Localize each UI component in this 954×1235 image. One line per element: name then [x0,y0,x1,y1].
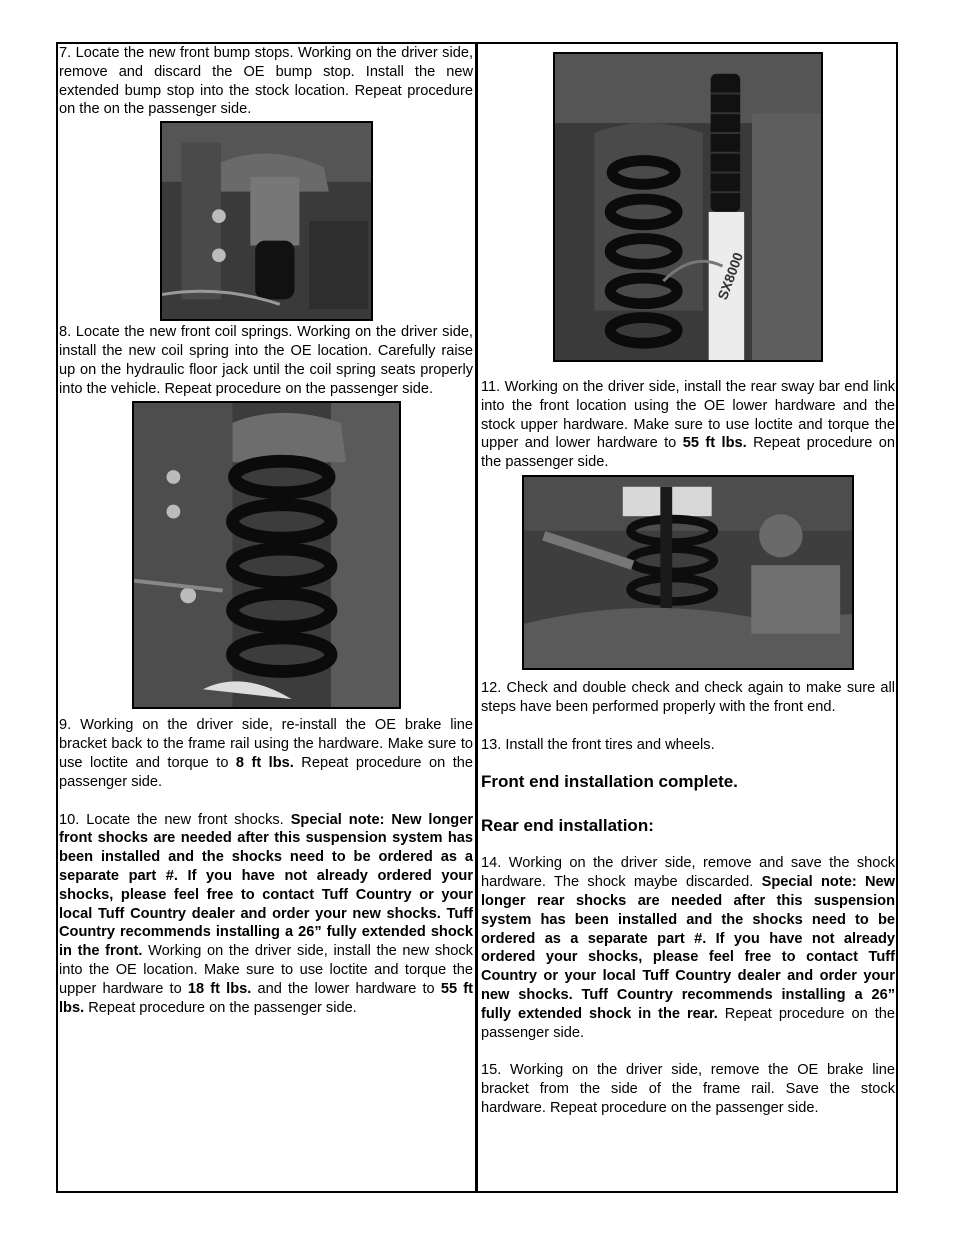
step-10-text: 10. Locate the new front shocks. Special note: New longer front shocks are needed after this suspension system has been installed and the shocks need to be ordered as a separate part #. If you have not already ordered your shocks, please feel free to contact Tuff Country or your local Tuff Country dealer and order your new shocks. Tuff Country recommends installing a 26” fully extended shock in the front. Working on the driver side, install the new shock into the OE location. Make sure to use loctite and torque the upper hardware to 18 ft lbs. and the lower hardware to 55 ft lbs. Repeat procedure on the passenger side. [59,811,473,1016]
right-column [481,44,895,1118]
step-11-text: 11. Working on the driver side, install the rear sway bar end link into the front location using the OE lower hardware and the stock upper hardware. Make sure to use loctite and torque the upper and lower hardware to 55 ft lbs. Repeat procedure on the passenger side. [481,379,896,471]
step-14-text: 14. Working on the driver side, remove and save the shock hardware. The shock maybe discarded. Special note: New longer rear shocks are needed after this suspension system has been installed and the shocks need to be ordered as a separate part #. If you have not already ordered your shocks, please feel free to contact Tuff Country or your local Tuff Country dealer and order your new shocks. Tuff Country recommends installing a 26” fully extended shock in the rear. Repeat procedure on the passenger side. [481,855,895,1041]
step-8-text: 8. Locate the new front coil springs. Working on the driver side, install the new coil spring into the OE location. Carefully raise up on the hydraulic floor jack until the coil spring seats properly into the vehicle. Repeat procedure on the passenger side. [59,324,473,397]
bump-stop-photo [160,121,373,321]
step-9-text: 9. Working on the driver side, re-install the OE brake line bracket back to the frame rail using the hardware. Make sure to use loctite and torque to 8 ft lbs. Repeat procedure on the passenger side. [59,717,473,790]
front-shock-photo [553,52,823,362]
step-12-text: 12. Check and double check and check again to make sure all steps have been performed properly with the front end. [481,679,895,715]
step-15-text: 15. Working on the driver side, remove the OE brake line bracket from the side of the frame rail. Save the stock hardware. Repeat procedure on the passenger side. [481,1062,895,1116]
left-column [59,44,473,1017]
front-complete-heading: Front end installation complete. [481,772,738,792]
coil-spring-photo [132,401,401,709]
step-13-text: 13. Install the front tires and wheels. [481,736,715,753]
shock-brand-label: SX8000 [715,250,747,302]
column-divider [475,42,478,1193]
rear-installation-heading: Rear end installation: [481,816,654,836]
step-7-text: 7. Locate the new front bump stops. Working on the driver side, remove and discard the OE bump stop. Install the new extended bump stop into the stock location. Repeat procedure on the on the passenger side. [59,45,473,118]
sway-bar-link-photo [522,475,854,670]
